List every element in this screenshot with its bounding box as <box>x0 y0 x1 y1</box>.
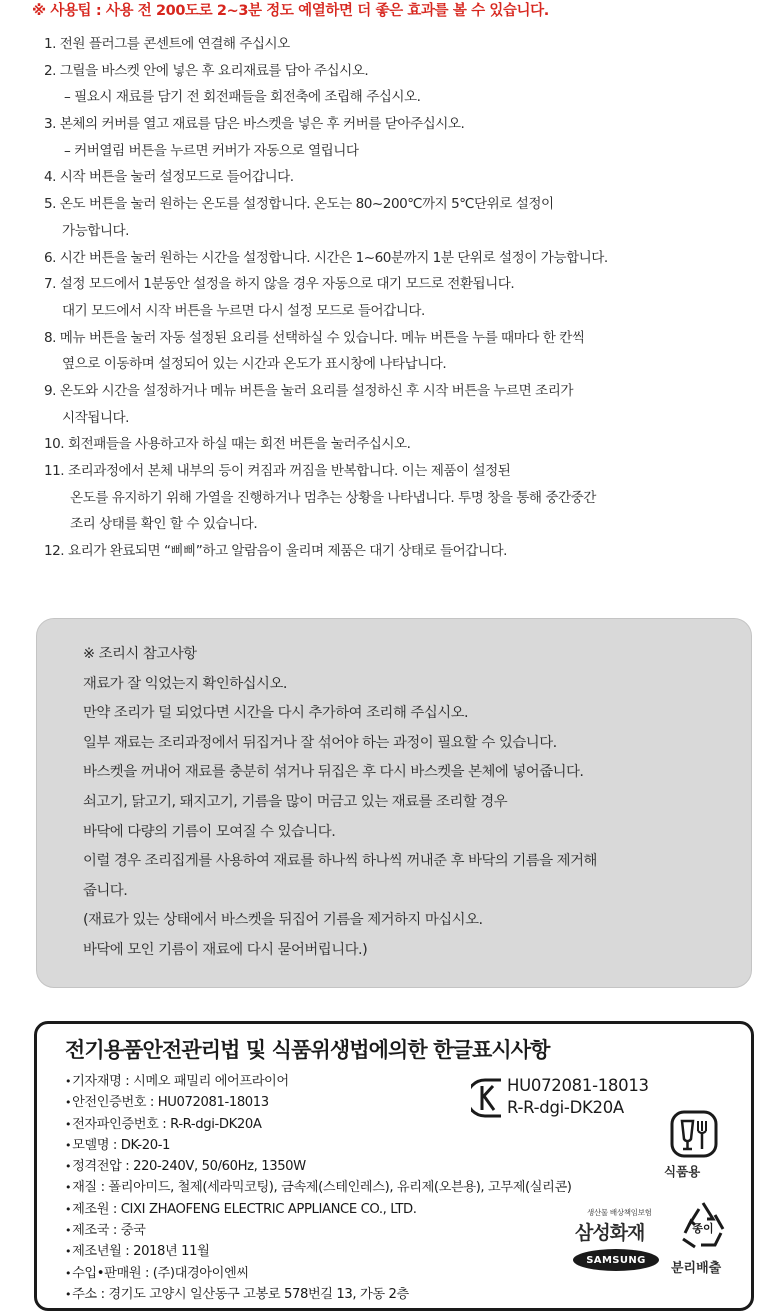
legal-label-panel <box>34 1021 754 1311</box>
cooking-notes-heading: ※ 조리시 참고사항 <box>83 646 197 662</box>
legal-item-text: 기자재명 : 시메오 패밀리 에어프라이어 <box>72 1074 289 1089</box>
cooking-note-line: 바닥에 다량의 기름이 모여질 수 있습니다. <box>83 823 336 840</box>
bullet-dot: • <box>65 1266 72 1280</box>
legal-item <box>65 1156 572 1177</box>
recycle-icon <box>677 1199 729 1251</box>
bullet-dot: • <box>65 1075 72 1088</box>
instruction-line: 12. 요리가 완료되면 “삐삐”하고 알람음이 울리며 제품은 대기 상태로 들어갑니다. <box>44 543 507 560</box>
samsung-logo: SAMSUNG <box>573 1249 659 1271</box>
instruction-line: 9. 온도와 시간을 설정하거나 메뉴 버튼을 눌러 요리를 설정하신 후 시작 버튼을 누르면 조리가 <box>44 382 574 399</box>
food-safe-label: 식품용 <box>664 1164 701 1179</box>
cooking-note-line: 줍니다. <box>83 882 128 899</box>
cooking-note-line: 만약 조리가 덜 되었다면 시간을 다시 추가하여 조리해 주십시오. <box>83 705 469 722</box>
instruction-line: 8. 메뉴 버튼을 눌러 자동 설정된 요리를 선택하실 수 있습니다. 메뉴 버튼을 누를 때마다 한 칸씩 <box>44 329 585 346</box>
kc-safety-number: HU072081-18013 <box>507 1076 649 1095</box>
cooking-notes-box <box>36 618 752 988</box>
legal-item-text: 정격전압 : 220-240V, 50/60Hz, 1350W <box>72 1159 306 1175</box>
instruction-line: 7. 설정 모드에서 1분동안 설정을 하지 않을 경우 자동으로 대기 모드로 전환됩니다. <box>44 276 515 293</box>
instruction-line: 옆으로 이동하며 설정되어 있는 시간과 온도가 표시창에 나타납니다. <box>62 356 447 373</box>
instruction-line: 4. 시작 버튼을 눌러 설정모드로 들어갑니다. <box>44 169 294 186</box>
bullet-dot: • <box>65 1138 72 1152</box>
instruction-line: 10. 회전패들을 사용하고자 하실 때는 회전 버튼을 눌러주십시오. <box>44 436 411 453</box>
bullet-dot: • <box>65 1117 72 1131</box>
cooking-note-line: 쇠고기, 닭고기, 돼지고기, 기름을 많이 머금고 있는 재료를 조리할 경우 <box>83 793 508 810</box>
recycle-word: 종이 <box>692 1222 714 1235</box>
cooking-note-line: 바스켓을 꺼내어 재료를 충분히 섞거나 뒤집은 후 다시 바스켓을 본체에 넣어줍니다. <box>83 764 584 781</box>
legal-item <box>65 1199 572 1220</box>
insurance-company: 삼성화재 <box>575 1222 645 1244</box>
legal-item <box>65 1220 572 1241</box>
instruction-list <box>44 31 764 565</box>
instruction-line: 3. 본체의 커버를 열고 재료를 담은 바스켓을 넣은 후 커버를 닫아주십시오. <box>44 116 465 133</box>
bullet-dot: • <box>65 1096 72 1110</box>
cooking-note-line: 바닥에 모인 기름이 재료에 다시 묻어버립니다.) <box>83 941 368 958</box>
cooking-notes-list <box>83 640 597 966</box>
usage-tip: ※ 사용팁 : 사용 전 200도로 2~3분 정도 예열하면 더 좋은 효과를 볼 수 있습니다. <box>32 3 549 19</box>
legal-item-text: 재질 : 폴리아미드, 철제(세라믹코팅), 금속제(스테인레스), 유리제(오븐용), 고무제(실리콘) <box>72 1180 572 1196</box>
legal-item <box>65 1284 572 1305</box>
legal-item-text: 제조년월 : 2018년 11월 <box>72 1244 210 1260</box>
bullet-dot: • <box>65 1245 72 1259</box>
instruction-line: 5. 온도 버튼을 눌러 원하는 온도를 설정합니다. 온도는 80~200℃까지 5℃단위로 설정이 <box>44 196 554 213</box>
bullet-dot: • <box>65 1202 72 1216</box>
legal-item <box>65 1177 572 1198</box>
legal-item-text: 안전인증번호 : HU072081-18013 <box>72 1095 269 1111</box>
legal-item-text: 주소 : 경기도 고양시 일산동구 고봉로 578번길 13, 가동 2층 <box>72 1286 409 1302</box>
instruction-line: – 필요시 재료를 담기 전 회전패들을 회전축에 조립해 주십시오. <box>64 89 421 106</box>
cooking-note-line: 재료가 잘 익었는지 확인하십시오. <box>83 675 287 692</box>
legal-item-text: 모델명 : DK-20-1 <box>72 1137 171 1153</box>
instruction-line: 시작됩니다. <box>62 409 129 426</box>
legal-item-text: 수입•판매원 : (주)대경아이엔씨 <box>72 1265 249 1281</box>
cooking-note-line: (재료가 있는 상태에서 바스켓을 뒤집어 기름을 제거하지 마십시오. <box>83 912 483 929</box>
kc-certification-mark-icon <box>471 1074 507 1122</box>
cooking-note-line: 이럴 경우 조리집게를 사용하여 재료를 하나씩 하나씩 꺼내준 후 바닥의 기름을 제거해 <box>83 853 597 870</box>
food-safe-icon <box>669 1109 719 1159</box>
instruction-line: 가능합니다. <box>62 222 129 239</box>
instruction-line: 온도를 유지하기 위해 가열을 진행하거나 멈추는 상황을 나타냅니다. 투명 창을 통해 중간중간 <box>70 489 596 506</box>
instruction-line: – 커버열림 버튼을 누르면 커버가 자동으로 열립니다 <box>64 142 359 159</box>
cooking-note-line: 일부 재료는 조리과정에서 뒤집거나 잘 섞어야 하는 과정이 필요할 수 있습니다. <box>83 734 557 751</box>
legal-item-text: 제조원 : CIXI ZHAOFENG ELECTRIC APPLIANCE CO., LTD. <box>72 1201 417 1217</box>
legal-item <box>65 1263 572 1284</box>
legal-item-text: 제조국 : 중국 <box>72 1223 146 1239</box>
bullet-dot: • <box>65 1287 72 1301</box>
bullet-dot: • <box>65 1160 72 1174</box>
bullet-dot: • <box>65 1181 72 1195</box>
insurance-caption: 생산물 배상책임보험 <box>587 1208 652 1217</box>
recycle-label: 분리배출 <box>671 1261 722 1276</box>
legal-item <box>65 1241 572 1262</box>
legal-item-text: 전자파인증번호 : R-R-dgi-DK20A <box>72 1116 262 1132</box>
legal-item <box>65 1135 572 1156</box>
instruction-line: 11. 조리과정에서 본체 내부의 등이 켜짐과 꺼짐을 반복합니다. 이는 제품이 설정된 <box>44 463 511 479</box>
legal-title: 전기용품안전관리법 및 식품위생법에의한 한글표시사항 <box>65 1038 550 1062</box>
instruction-line: 1. 전원 플러그를 콘센트에 연결해 주십시오 <box>44 36 290 52</box>
kc-numbers <box>507 1075 649 1119</box>
instruction-line: 조리 상태를 확인 할 수 있습니다. <box>70 516 258 533</box>
kc-emc-number: R-R-dgi-DK20A <box>507 1098 624 1117</box>
instruction-line: 대기 모드에서 시작 버튼을 누르면 다시 설정 모드로 들어갑니다. <box>62 302 425 319</box>
bullet-dot: • <box>65 1224 72 1238</box>
instruction-line: 6. 시간 버튼을 눌러 원하는 시간을 설정합니다. 시간은 1~60분까지 1분 단위로 설정이 가능합니다. <box>44 249 608 266</box>
instruction-line: 2. 그릴을 바스켓 안에 넣은 후 요리재료를 담아 주십시오. <box>44 62 369 79</box>
